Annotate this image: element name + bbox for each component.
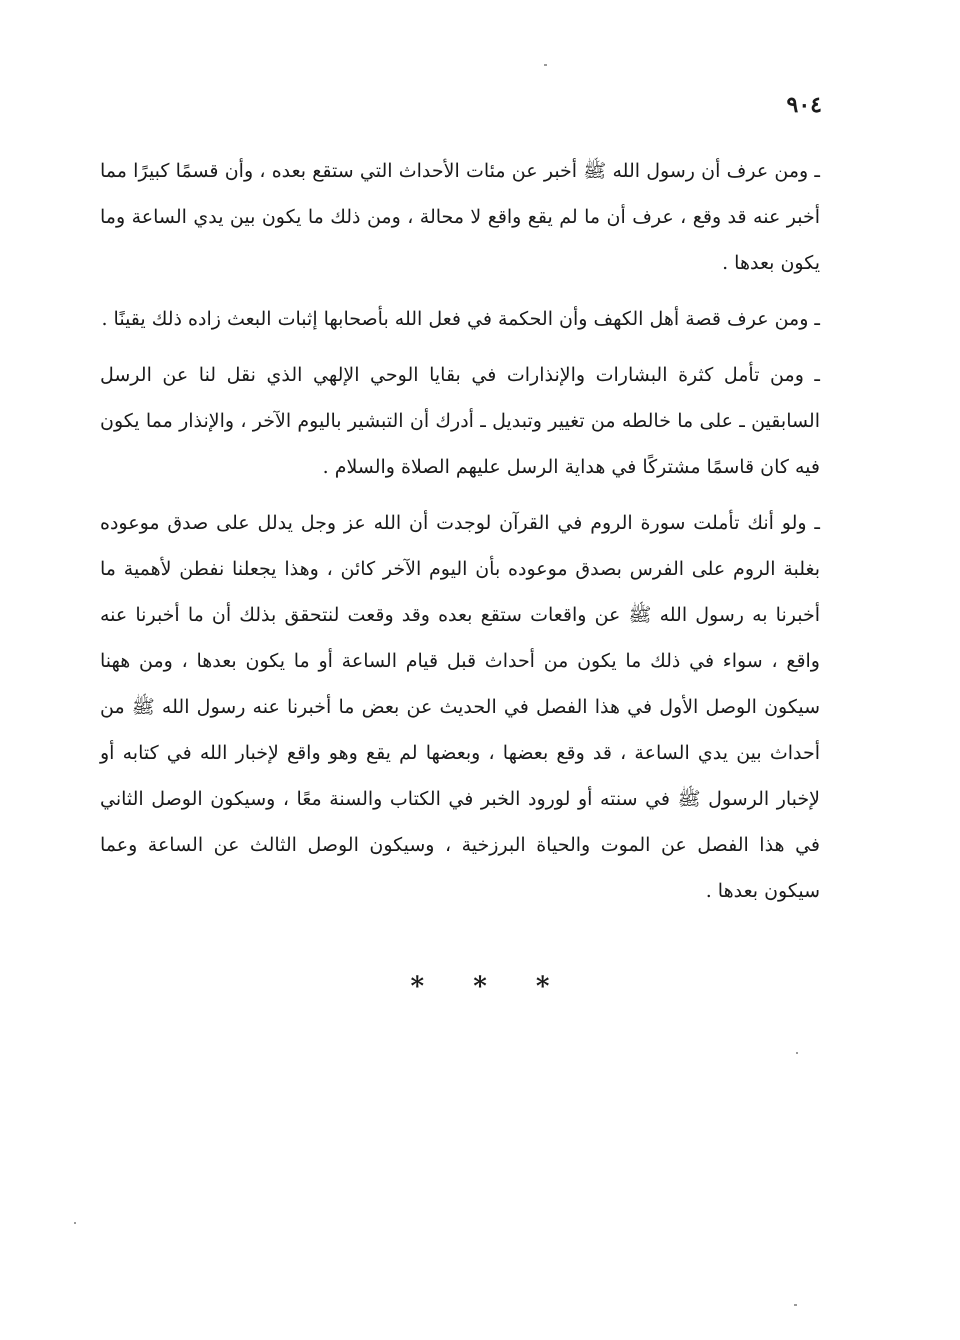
- scan-speck: [74, 1222, 76, 1224]
- page-number: ٩٠٤: [786, 92, 822, 118]
- body-text: [100, 148, 820, 924]
- paragraph-3: ـ ومن تأمل كثرة البشارات والإنذارات في بقايا الوحي الإلهي الذي نقل لنا عن الرسل السابقين ـ على ما خالطه من تغيير وتبديل ـ أدرك أن التبشير باليوم الآخر ، والإنذار مما يكون فيه كان قاسمًا مشتركًا في هداية الرسل عليهم الصلاة والسلام .: [100, 364, 820, 478]
- scan-speck: [796, 1052, 798, 1054]
- scan-speck: [544, 64, 547, 66]
- section-separator: * * *: [410, 972, 570, 1002]
- paragraph-2: ـ ومن عرف قصة أهل الكهف وأن الحكمة في فعل الله بأصحابها إثبات البعث زاده ذلك يقينًا .: [101, 308, 820, 330]
- paragraph-4: ـ ولو أنك تأملت سورة الروم في القرآن لوجدت أن الله عز وجل يدلل على صدق موعوده بغلبة الروم على الفرس بصدق موعوده بأن اليوم الآخر كائن ، وهذا يجعلنا نفطن لأهمية ما أخبرنا به رسول الله ﷺ عن واقعات ستقع بعده وقد وقعت لنتحقق بذلك أن ما أخبرنا عنه واقع ، سواء في ذلك ما يكون من أحداث قبل قيام الساعة أو ما يكون بعدها ، ومن ههنا سيكون الوصل الأول في هذا الفصل في الحديث عن بعض ما أخبرنا عنه رسول الله ﷺ من أحداث بين يدي الساعة ، قد وقع بعضها ، وبعضها لم يقع وهو واقع لإخبار الله في كتابه أو لإخبار الرسول ﷺ في سنته أو لورود الخبر في الكتاب والسنة معًا ، وسيكون الوصل الثاني في هذا الفصل عن الموت والحياة البرزخية ، وسيكون الوصل الثالث عن الساعة وعما سيكون بعدها .: [100, 512, 820, 902]
- scan-speck: [794, 1304, 797, 1306]
- paragraph-1: ـ ومن عرف أن رسول الله ﷺ أخبر عن مئات الأحداث التي ستقع بعده ، وأن قسمًا كبيرًا مما أخبر عنه قد وقع ، عرف أن ما لم يقع واقع لا محالة ، ومن ذلك ما يكون بين يدي الساعة وما يكون بعدها .: [100, 160, 820, 274]
